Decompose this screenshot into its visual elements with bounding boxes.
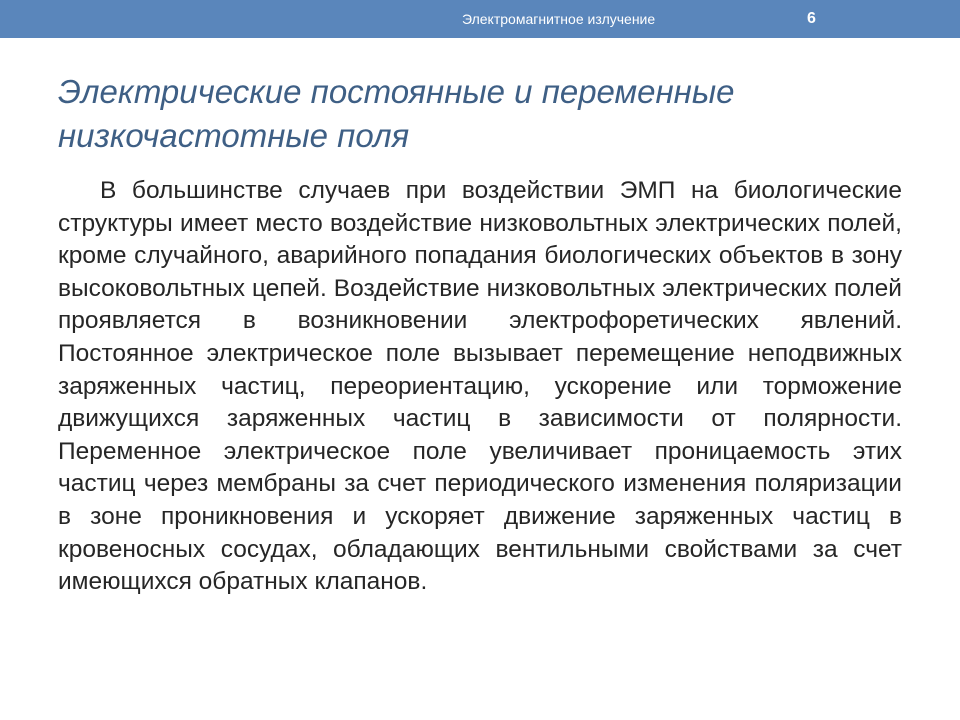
slide-title: Электрические постоянные и переменные низкочастотные поля <box>58 73 735 154</box>
body-paragraph: В большинстве случаев при воздействии ЭМП на биологические структуры имеет место воздействие низковольтных электрических полей, кроме случайного, аварийного попадания биологических объектов в зону высоковольтных цепей. Воздействие низковольтных электрических полей проявляется в возникновении электрофоретических явлений. Постоянное электрическое поле вызывает перемещение неподвижных заряженных частиц, переориентацию, ускорение или торможение движущихся заряженных частиц в зависимости от полярности. Переменное электрическое поле увеличивает проницаемость этих частиц через мембраны за счет периодического изменения поляризации в зоне проникновения и ускоряет движение заряженных частиц в кровеносных сосудах, обладающих вентильными свойствами за счет имеющихся обратных клапанов. <box>58 177 902 596</box>
presentation-title: Электромагнитное излучение <box>462 11 656 27</box>
slide-number: 6 <box>807 10 816 27</box>
header-bar <box>0 0 960 38</box>
